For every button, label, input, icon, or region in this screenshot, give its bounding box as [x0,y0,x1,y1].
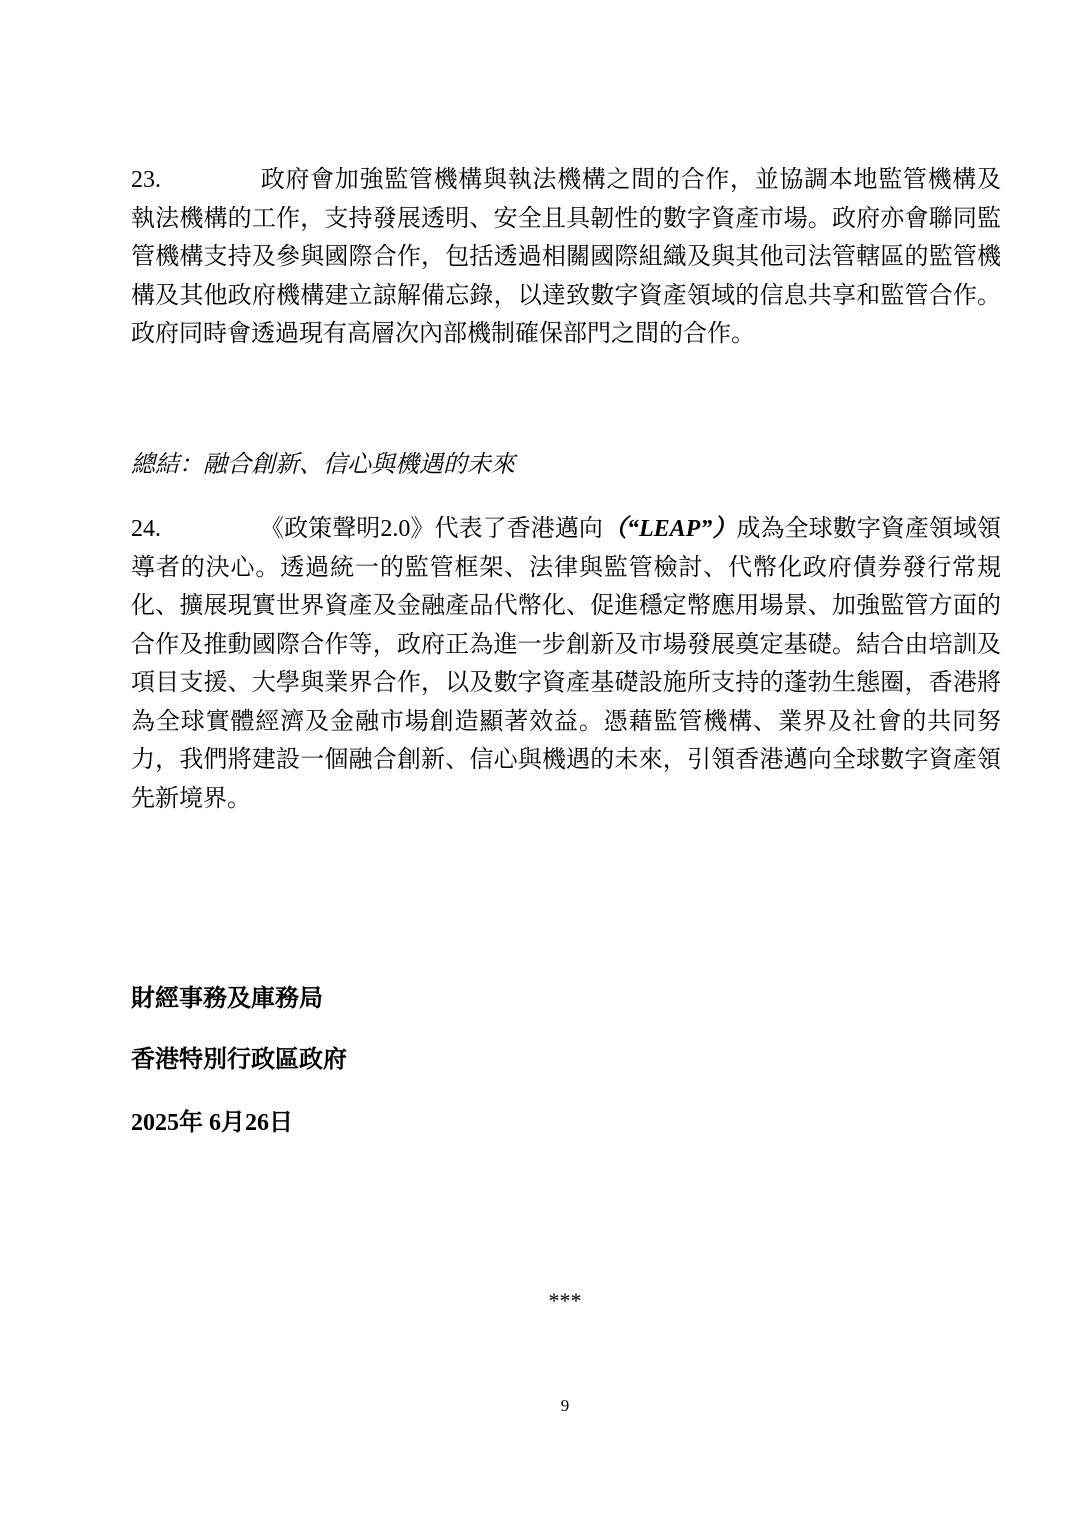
page-number: 9 [560,1396,570,1415]
signoff-date: 2025年 6月26日 [131,1110,293,1136]
paragraph-number: 23. [131,167,161,193]
signoff-government: 香港特別行政區政府 [131,1047,347,1073]
paragraph-text: 政府會加強監管機構與執法機構之間的合作，並協調本地監管機構及執法機構的工作，支持發展透明、安全且具韌性的數字資產市場。政府亦會聯同監管機構支持及參與國際合作，包括透過相關國際組織及與其他司法管轄區的監管機構及其他政府機構建立諒解備忘錄，以達致數字資產領域的信息共享和監管合作。政府同時會透過現有高層次內部機制確保部門之間的合作。 [131,167,1001,347]
paragraph-23 [131,161,1001,354]
paragraph-number: 24. [131,516,161,542]
paragraph-text-start: 《政策聲明2.0》代表了香港邁向 [260,516,603,542]
paragraph-24 [131,510,1001,818]
paragraph-text-end: 成為全球數字資產領域領導者的決心。透過統一的監管框架、法律與監管檢討、代幣化政府債券發行常規化、擴展現實世界資產及金融產品代幣化、促進穩定幣應用場景、加強監管方面的合作及推動國際合作等，政府正為進一步創新及市場發展奠定基礎。結合由培訓及項目支援、大學與業界合作，以及數字資產基礎設施所支持的蓬勃生態圈，香港將為全球實體經濟及金融市場創造顯著效益。憑藉監管機構、業界及社會的共同努力，我們將建設一個融合創新、信心與機遇的未來，引領香港邁向全球數字資產領先新境界。 [131,516,1001,812]
end-mark: *** [548,1288,582,1313]
signoff-bureau: 財經事務及庫務局 [131,986,323,1012]
leap-emphasis: （“LEAP”） [602,516,737,542]
section-heading: 總結：融合創新、信心與機遇的未來 [131,452,515,478]
